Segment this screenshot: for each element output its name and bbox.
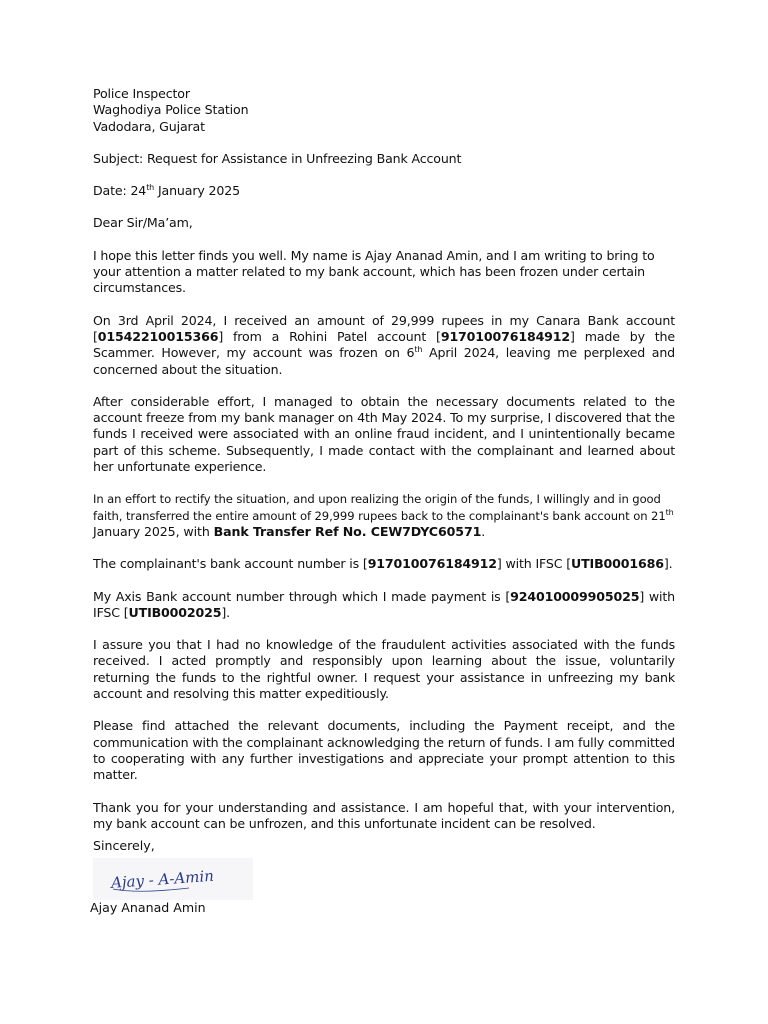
recipient-line-3: Vadodara, Gujarat: [93, 118, 205, 134]
text-run: In an effort to rectify the situation, and upon realizing the origin of the funds, I willingly and in good faith, transferred the entire amount of 29,999 rupees back to the complainant's bank account on 21: [93, 492, 666, 523]
text-run: On 3rd April 2024, I received an amount of 29,999 rupees in my Canara Bank account [: [93, 312, 675, 344]
recipient-line-1: Police Inspector: [93, 86, 190, 101]
paragraph-assurance: I assure you that I had no knowledge of the fraudulent activities associated with the funds received. I acted promptly and responsibly upon learning about the issue, voluntarily returning the funds to the rightful owner. I request your assistance in unfreezing my bank account and resolving this matter expeditiously.: [93, 637, 675, 702]
text-run: The complainant's bank account number is [: [93, 556, 368, 572]
text-run: My Axis Bank account number through which I made payment is [: [93, 588, 511, 604]
text-run: ] from a Rohini Patel account [: [218, 328, 441, 344]
superscript: th: [665, 507, 674, 517]
complainant-ifsc: UTIB0001686: [571, 556, 664, 572]
text-run: January 2025, with: [93, 523, 214, 539]
text-run: April 2024, leaving me perplexed and concerned about the situation.: [93, 345, 675, 377]
rohini-account-number: 917010076184912: [440, 328, 571, 344]
text-run: ] with IFSC [: [93, 588, 675, 620]
signature-text: Ajay - A-Amin: [110, 866, 215, 892]
signature-drawing: [93, 858, 253, 900]
date-superscript: th: [146, 183, 155, 193]
transfer-reference: Bank Transfer Ref No. CEW7DYC60571: [213, 523, 482, 539]
text-run: ].: [221, 604, 230, 620]
complainant-account-number: 917010076184912: [367, 556, 497, 572]
paragraph-complainant-account: [93, 556, 675, 572]
closing: Sincerely,: [93, 838, 155, 853]
paragraph-thanks: Thank you for your understanding and assistance. I am hopeful that, with your intervention, my bank account can be unfrozen, and this unfortunate incident can be resolved.: [93, 799, 675, 831]
signature-image: [93, 858, 253, 900]
date-prefix: Date: 24: [93, 183, 147, 199]
axis-ifsc: UTIB0002025: [128, 604, 222, 620]
paragraph-refund: [93, 491, 675, 540]
paragraph-investigation: After considerable effort, I managed to obtain the necessary documents related to the account freeze from my bank manager on 4th May 2024. To my surprise, I discovered that the funds I received were associated with an online fraud incident, and I unintentionally became part of this scheme. Subsequently, I made contact with the complainant and learned about her unfortunate experience.: [93, 393, 675, 475]
date-suffix: January 2025: [154, 183, 240, 199]
paragraph-transaction: [93, 313, 675, 378]
paragraph-attachments: Please find attached the relevant documents, including the Payment receipt, and the communication with the complainant acknowledging the return of funds. I am fully committed to cooperating with any further investigations and appreciate your prompt attention to this matter.: [93, 718, 675, 783]
paragraph-intro: I hope this letter finds you well. My name is Ajay Ananad Amin, and I am writing to bring to your attention a matter related to my bank account, which has been frozen under certain circumstances.: [93, 247, 655, 296]
salutation: Dear Sir/Ma’am,: [93, 215, 193, 231]
superscript: th: [414, 345, 423, 355]
text-run: ] with IFSC [: [496, 556, 572, 572]
recipient-line-2: Waghodiya Police Station: [93, 102, 249, 118]
signer-name: Ajay Ananad Amin: [90, 900, 206, 915]
canara-account-number: 01542210015366: [97, 328, 219, 344]
axis-account-number: 924010009905025: [510, 588, 640, 604]
text-run: ] made by the Scammer. However, my account was frozen on 6: [93, 328, 675, 361]
text-run: ].: [663, 556, 673, 572]
text-run: .: [481, 523, 486, 539]
paragraph-axis-account: [93, 589, 675, 622]
subject-line: Subject: Request for Assistance in Unfreezing Bank Account: [93, 150, 462, 166]
date-line: [93, 183, 675, 199]
letter-body: [93, 86, 675, 832]
